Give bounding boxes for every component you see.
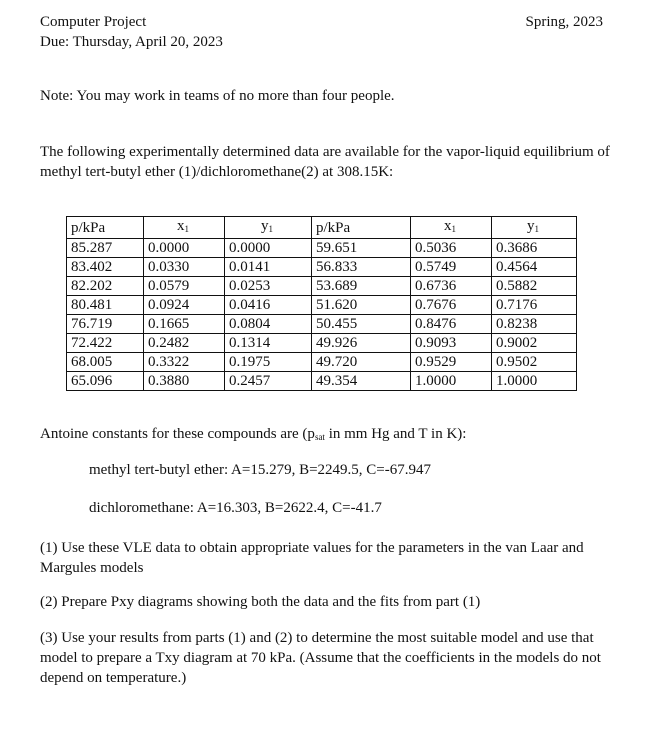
cell-x1-right: 1.0000 [411,372,492,391]
cell-x1-right: 0.9093 [411,334,492,353]
table-row [67,353,577,372]
cell-x1-left: 0.0330 [144,258,225,277]
table-body [67,239,577,391]
cell-x1-left: 0.1665 [144,315,225,334]
table-row [67,315,577,334]
header-left [40,12,223,52]
table-row [67,239,577,258]
header-y1-left: $y_1$ [225,217,312,239]
cell-x1-right: 0.9529 [411,353,492,372]
cell-p-left: 83.402 [67,258,144,277]
table-row [67,334,577,353]
cell-x1-left: 0.2482 [144,334,225,353]
table-row [67,372,577,391]
table-row [67,296,577,315]
cell-p-right: 49.926 [312,334,411,353]
cell-x1-right: 0.7676 [411,296,492,315]
antoine-mtbe: methyl tert-butyl ether: A=15.279, B=2249.5, C=-67.947 [89,462,432,478]
cell-y1-right: 0.4564 [492,258,577,277]
cell-p-right: 53.689 [312,277,411,296]
cell-p-left: 76.719 [67,315,144,334]
cell-p-right: 56.833 [312,258,411,277]
cell-x1-right: 0.8476 [411,315,492,334]
cell-p-right: 51.620 [312,296,411,315]
question-3: (3) Use your results from parts (1) and (2) to determine the most suitable model and use that model to prepare a Txy diagram at 70 kPa. (Assume that the coefficients in the models do not depend on temperature.) [40,630,601,686]
vle-data-table [66,216,577,391]
header-p-right: p/kPa [312,217,411,239]
term-label: Spring, 2023 [525,14,603,30]
cell-x1-left: 0.3322 [144,353,225,372]
cell-x1-left: 0.0000 [144,239,225,258]
cell-y1-left: 0.2457 [225,372,312,391]
cell-x1-left: 0.0579 [144,277,225,296]
cell-p-right: 49.354 [312,372,411,391]
cell-p-left: 72.422 [67,334,144,353]
cell-y1-left: 0.0253 [225,277,312,296]
cell-p-left: 80.481 [67,296,144,315]
table-header-row [67,217,577,239]
cell-y1-right: 0.3686 [492,239,577,258]
table-row [67,277,577,296]
cell-y1-right: 1.0000 [492,372,577,391]
header-y1-right: $y_1$ [492,217,577,239]
cell-y1-right: 0.9002 [492,334,577,353]
cell-p-left: 68.005 [67,353,144,372]
header-x1-left: $x_1$ [144,217,225,239]
cell-y1-left: 0.0141 [225,258,312,277]
cell-y1-left: 0.0416 [225,296,312,315]
table-row [67,258,577,277]
header-x1-right: $x_1$ [411,217,492,239]
cell-x1-left: 0.0924 [144,296,225,315]
antoine-intro: Antoine constants for these compounds are ($p_{sat}$ in mm Hg and T in K): [40,426,467,442]
cell-p-left: 85.287 [67,239,144,258]
cell-p-right: 49.720 [312,353,411,372]
cell-y1-right: 0.5882 [492,277,577,296]
team-note: Note: You may work in teams of no more than four people. [40,88,395,104]
cell-y1-right: 0.7176 [492,296,577,315]
cell-y1-left: 0.0804 [225,315,312,334]
course-title: Computer Project [40,14,147,30]
cell-x1-right: 0.5036 [411,239,492,258]
cell-y1-left: 0.1975 [225,353,312,372]
cell-p-left: 65.096 [67,372,144,391]
antoine-dcm: dichloromethane: A=16.303, B=2622.4, C=-41.7 [89,500,382,516]
due-date: Due: Thursday, April 20, 2023 [40,34,223,50]
question-1: (1) Use these VLE data to obtain appropriate values for the parameters in the van Laar and Margules models [40,540,584,576]
cell-p-right: 50.455 [312,315,411,334]
cell-p-right: 59.651 [312,239,411,258]
cell-y1-left: 0.0000 [225,239,312,258]
cell-y1-right: 0.9502 [492,353,577,372]
cell-y1-right: 0.8238 [492,315,577,334]
cell-x1-left: 0.3880 [144,372,225,391]
cell-y1-left: 0.1314 [225,334,312,353]
cell-p-left: 82.202 [67,277,144,296]
header-p-left: p/kPa [67,217,144,239]
cell-x1-right: 0.5749 [411,258,492,277]
cell-x1-right: 0.6736 [411,277,492,296]
intro-paragraph: The following experimentally determined data are available for the vapor-liquid equilibrium of methyl tert-butyl ether (1)/dichloromethane(2) at 308.15K: [40,144,610,180]
question-2: (2) Prepare Pxy diagrams showing both the data and the fits from part (1) [40,594,481,610]
